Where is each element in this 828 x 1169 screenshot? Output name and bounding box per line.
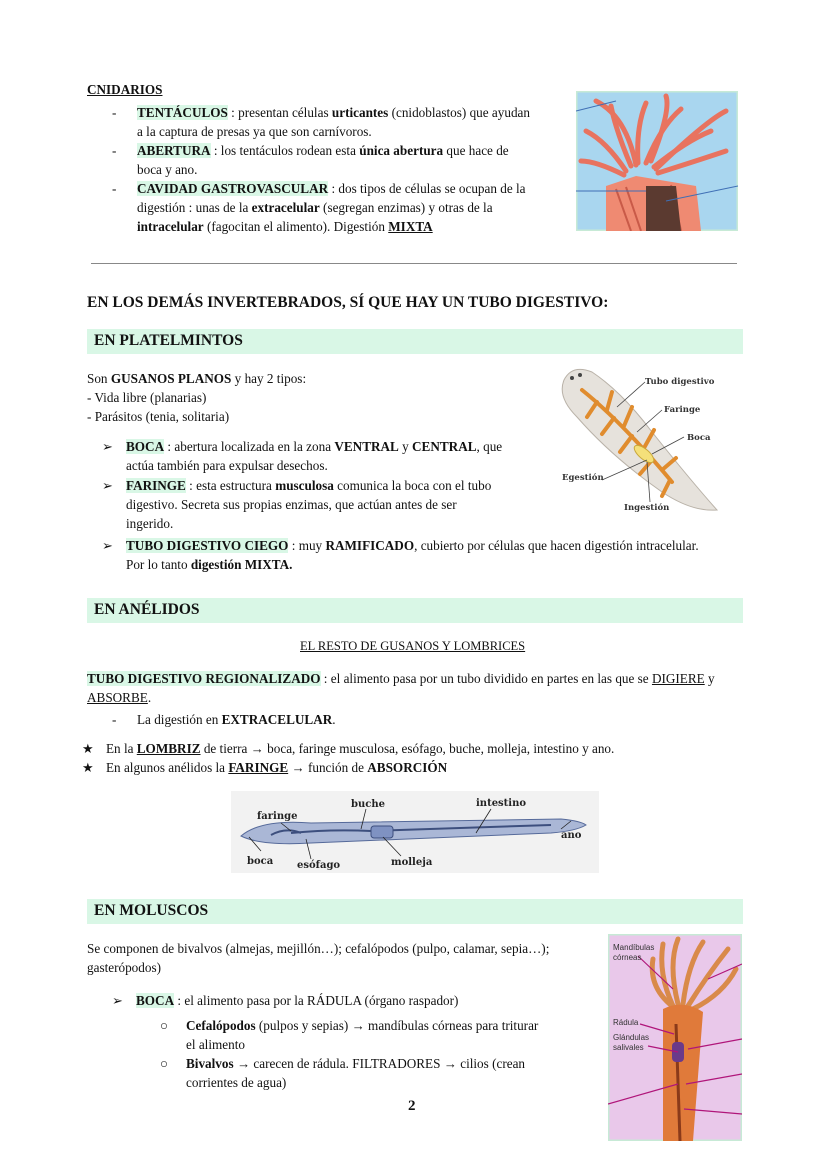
fig-label-glandulas: Glándulas [613,1033,650,1042]
page-number: 2 [408,1098,416,1114]
platelmintos-type-1: - Vida libre (planarias) [87,390,207,405]
fig-label-tubo: Tubo digestivo [645,377,715,387]
moluscos-bivalvos: ○ Bivalvos → carecen de rádula. FILTRADORES → cilios (crean corrientes de agua) [160,1056,526,1090]
fig-label-ingestion: Ingestión [624,503,670,513]
moluscos-intro: Se componen de bivalvos (almejas, mejillón…); cefalópodos (pulpo, calamar, sepia…); gasterópodos) [87,941,550,975]
section-title-cnidarios: CNIDARIOS [87,82,163,97]
squid-illustration [608,934,742,1141]
fig-label-faringe: Faringe [664,405,701,415]
cnidarian-illustration [576,91,738,231]
platelmintos-boca: ➢ BOCA : abertura localizada en la zona VENTRAL y CENTRAL, que actúa también para expulsar desechos. [102,439,503,473]
platelmintos-faringe: ➢ FARINGE : esta estructura musculosa comunica la boca con el tubo digestivo. Secreta sus propias enzimas, que actúan antes de ser ingerido. [102,478,492,531]
section-divider [91,263,737,264]
fig-label-boca-worm: boca [247,856,274,867]
fig-label-buche: buche [351,799,385,810]
fig-label-esofago: esófago [297,860,341,871]
band-anelidos: EN ANÉLIDOS [87,598,743,623]
fig-label-faringe-worm: faringe [257,811,298,822]
moluscos-cefalopodos: ○ Cefalópodos (pulpos y sepias) → mandíbulas córneas para triturar el alimento [160,1018,539,1052]
anelidos-star-faringe: ★ En algunos anélidos la FARINGE → función de ABSORCIÓN [82,760,448,775]
anelidos-regionalizado: TUBO DIGESTIVO REGIONALIZADO : el alimento pasa por un tubo dividido en partes en las que se DIGIERE y ABSORBE. [87,671,715,705]
fig-label-ano: ano [561,830,582,841]
fig-label-intestino: intestino [476,798,527,809]
planarian-illustration [552,362,740,518]
fig-label-salivales: salivales [613,1043,644,1052]
main-heading: EN LOS DEMÁS INVERTEBRADOS, SÍ QUE HAY UN TUBO DIGESTIVO: [87,294,609,311]
anelidos-digestion: - La digestión en EXTRACELULAR. [112,712,336,727]
cnidarios-item-cavidad: - CAVIDAD GASTROVASCULAR : dos tipos de células se ocupan de la digestión : unas de la extracelular (segregan enzimas) y otras de la intracelular (fagocitan el alimento). Digestión MIXTA [112,181,526,234]
cnidarios-item-tentaculos: - TENTÁCULOS : presentan células urticantes (cnidoblastos) que ayudan a la captura de presas ya que son carnívoros. [112,105,531,139]
fig-label-radula: Rádula [613,1018,639,1027]
platelmintos-intro: Son GUSANOS PLANOS y hay 2 tipos: [87,371,307,386]
anelidos-star-lombriz: ★ En la LOMBRIZ de tierra → boca, faringe musculosa, esófago, buche, molleja, intestino y ano. [82,741,615,756]
fig-label-mandibulas: Mandíbulas [613,943,655,952]
fig-label-boca: Boca [687,433,711,443]
band-platelmintos: EN PLATELMINTOS [87,329,743,354]
anelidos-subtitle: EL RESTO DE GUSANOS Y LOMBRICES [300,639,526,653]
platelmintos-type-2: - Parásitos (tenia, solitaria) [87,409,230,424]
fig-label-corneas: córneas [613,953,642,962]
fig-label-egestion: Egestión [562,473,604,483]
earthworm-illustration [231,791,599,873]
cnidarios-item-abertura: - ABERTURA : los tentáculos rodean esta única abertura que hace de boca y ano. [112,143,509,177]
band-moluscos: EN MOLUSCOS [87,899,743,924]
moluscos-boca: ➢ BOCA : el alimento pasa por la RÁDULA (órgano raspador) [112,993,459,1008]
platelmintos-tubo: ➢ TUBO DIGESTIVO CIEGO : muy RAMIFICADO, cubierto por células que hacen digestión intracelular. Por lo tanto digestión MIXTA. [102,538,699,572]
fig-label-molleja: molleja [391,857,433,868]
